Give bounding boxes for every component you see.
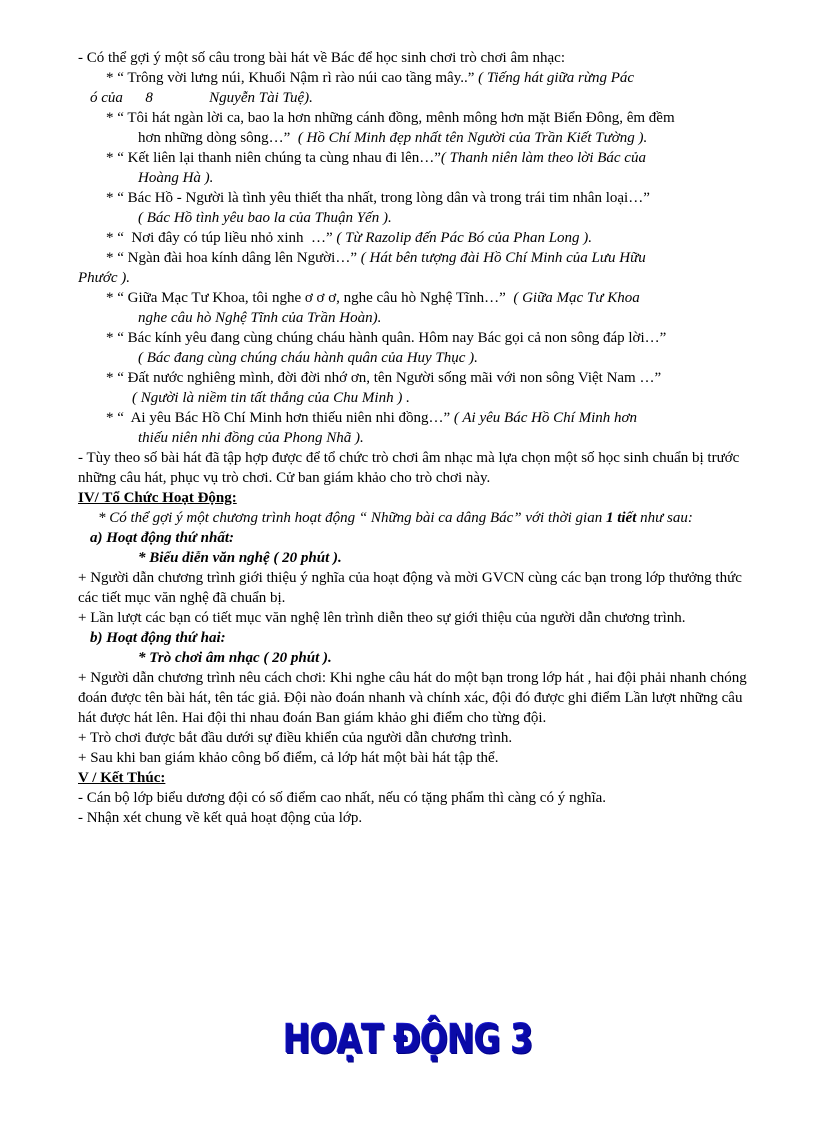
song-item: * “ Ai yêu Bác Hồ Chí Minh hơn thiếu niên nhi đồng…” ( Ai yêu Bác Hồ Chí Minh hơn	[106, 410, 638, 426]
song-credit: thiếu niên nhi đồng của Phong Nhã ).	[138, 430, 364, 446]
activity-2-paragraph: + Người dẫn chương trình nêu cách chơi: Khi nghe câu hát do một bạn trong lớp hát , hai đội phải nhanh chóng đoán được tên bài hát, tên tác giả. Đội nào đoán nhanh và chính xác, đội đó được ghi điểm Lần lượt những câu hát được hát lên. Hai đội thi nhau đoán Ban giám khảo ghi điểm cho từng đội.	[78, 670, 747, 726]
song-item: * “ Đất nước nghiêng mình, đời đời nhớ ơn, tên Người sống mãi với non sông Việt Nam …”	[106, 370, 662, 386]
song-credit: ( Bác Hồ tình yêu bao la của Thuận Yến ).	[138, 210, 392, 226]
activity-banner: HOẠT ĐỘNG 3	[283, 1017, 533, 1063]
conclusion-paragraph: - Nhận xét chung về kết quả hoạt động của lớp.	[78, 810, 363, 826]
song-credit: nghe câu hò Nghệ Tĩnh của Trần Hoàn).	[138, 310, 382, 326]
activity-2-paragraph: + Trò chơi được bắt đầu dưới sự điều khiển của người dẫn chương trình.	[78, 730, 513, 746]
section-heading-5: V / Kết Thúc:	[78, 770, 166, 786]
song-item: * “ Nơi đây có túp liều nhỏ xinh …” ( Từ Razolip đến Pác Bó của Phan Long ).	[106, 230, 593, 246]
song-credit: ( Bác đang cùng chúng cháu hành quân của Huy Thục ).	[138, 350, 478, 366]
activity-1-heading: a) Hoạt động thứ nhất:	[90, 530, 235, 546]
intro-paragraph: - Có thể gợi ý một số câu trong bài hát về Bác để học sinh chơi trò chơi âm nhạc:	[78, 50, 566, 66]
activity-2-subheading: * Trò chơi âm nhạc ( 20 phút ).	[138, 650, 332, 666]
song-credit: ó của 8 Nguyễn Tài Tuệ).	[90, 90, 313, 106]
section-4-intro: * Có thể gợi ý một chương trình hoạt động “ Những bài ca dâng Bác” với thời gian 1 tiết như sau:	[98, 510, 693, 526]
song-item: * “ Tôi hát ngàn lời ca, bao la hơn những cánh đồng, mênh mông hơn mặt Biển Đông, êm đềm	[106, 110, 675, 126]
song-item: * “ Ngàn đài hoa kính dâng lên Người…” ( Hát bên tượng đài Hồ Chí Minh của Lưu Hữu	[106, 250, 646, 266]
song-credit: ( Người là niềm tin tất thắng của Chu Minh ) .	[132, 390, 410, 406]
activity-1-paragraph: + Lần lượt các bạn có tiết mục văn nghệ lên trình diễn theo sự giới thiệu của người dẫn chương trình.	[78, 610, 686, 626]
activity-2-paragraph: + Sau khi ban giám khảo công bố điểm, cả lớp hát một bài hát tập thể.	[78, 750, 499, 766]
section-heading-4: IV/ Tổ Chức Hoạt Động:	[78, 490, 237, 506]
activity-1-paragraph: + Người dẫn chương trình giới thiệu ý nghĩa của hoạt động và mời GVCN cùng các bạn trong lớp thưởng thức các tiết mục văn nghệ đã chuẩn bị.	[78, 570, 742, 606]
song-item: * “ Bác Hồ - Người là tình yêu thiết tha nhất, trong lòng dân và trong trái tim nhân loại…”	[106, 190, 650, 206]
song-item-cont: hơn những dòng sông…” ( Hồ Chí Minh đẹp nhất tên Người của Trần Kiết Tường ).	[138, 130, 648, 146]
activity-1-subheading: * Biểu diễn văn nghệ ( 20 phút ).	[138, 550, 342, 566]
activity-2-heading: b) Hoạt động thứ hai:	[90, 630, 226, 646]
selection-paragraph: - Tùy theo số bài hát đã tập hợp được để tổ chức trò chơi âm nhạc mà lựa chọn một số học sinh chuẩn bị trước những câu hát, phục vụ trò chơi. Cử ban giám khảo cho trò chơi này.	[78, 450, 740, 486]
song-credit: Hoàng Hà ).	[138, 170, 214, 186]
song-item: * “ Giữa Mạc Tư Khoa, tôi nghe ơ ơ ơ, nghe câu hò Nghệ Tĩnh…” ( Giữa Mạc Tư Khoa	[106, 290, 640, 306]
conclusion-paragraph: - Cán bộ lớp biểu dương đội có số điểm cao nhất, nếu có tặng phẩm thì càng có ý nghĩa.	[78, 790, 607, 806]
song-item: * “ Bác kính yêu đang cùng chúng cháu hành quân. Hôm nay Bác gọi cả non sông đáp lời…”	[106, 330, 667, 346]
document-body	[78, 48, 758, 828]
song-item: * “ Kết liên lại thanh niên chúng ta cùng nhau đi lên…”( Thanh niên làm theo lời Bác của	[106, 150, 646, 166]
song-item: * “ Trông vời lưng núi, Khuổi Nậm rì rào núi cao tầng mây..” ( Tiếng hát giữa rừng Pác	[106, 70, 635, 86]
song-credit: Phước ).	[78, 270, 131, 286]
